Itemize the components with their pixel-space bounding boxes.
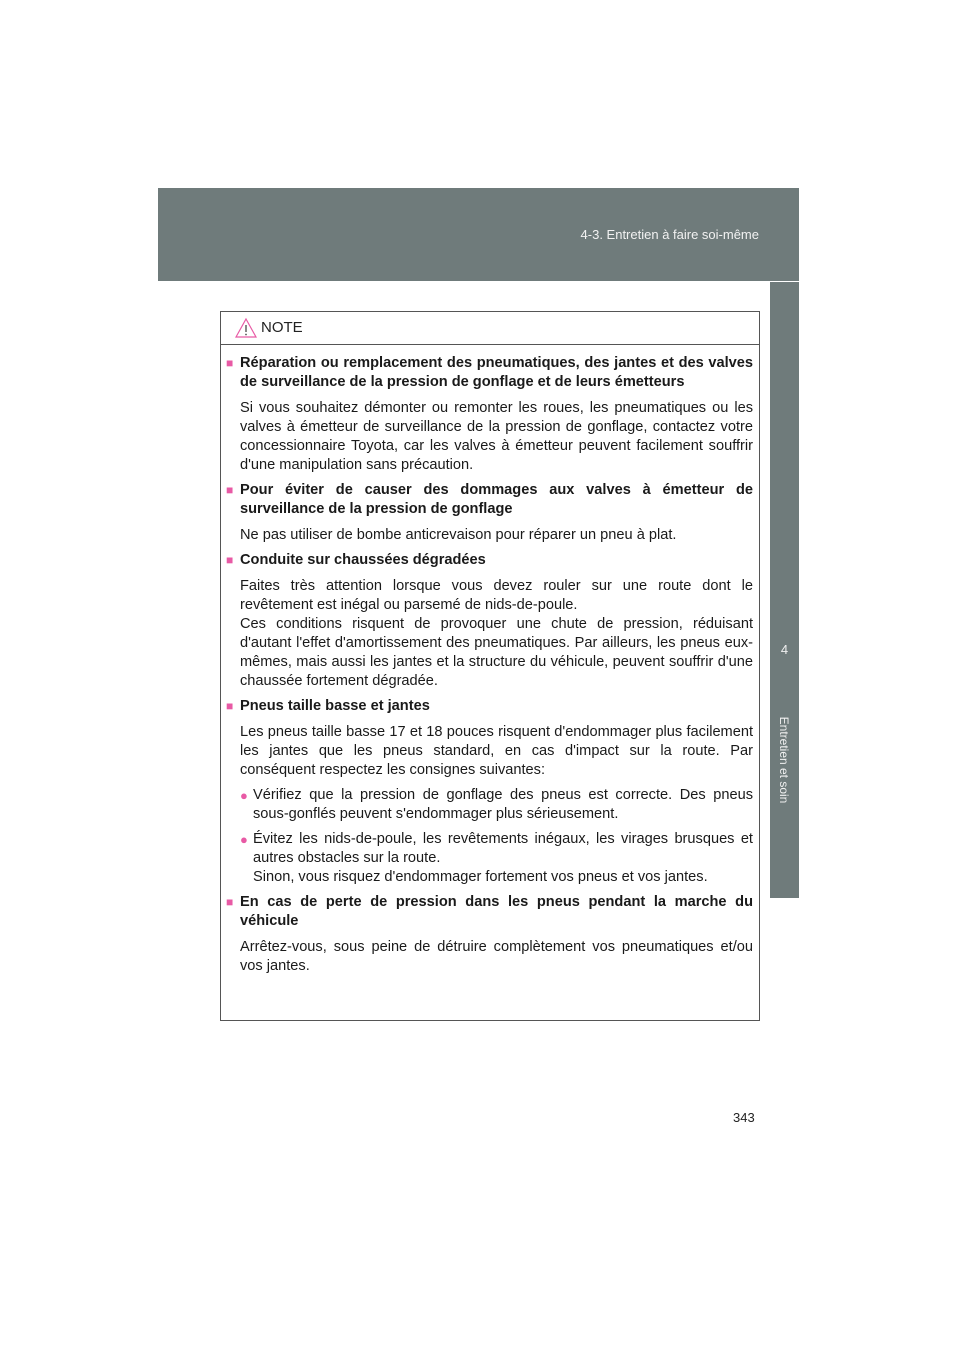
note-item-heading: ■ Pour éviter de causer des dommages aux valves à émetteur de surveillance de la pression de gonflage: [226, 482, 753, 517]
note-box: [220, 311, 760, 1021]
note-item-heading: ■ Conduite sur chaussées dégradées: [226, 552, 486, 568]
square-bullet-icon: ■: [226, 356, 234, 370]
square-bullet-icon: ■: [226, 483, 234, 497]
square-bullet-icon: ■: [226, 895, 234, 909]
note-subitem: ● Vérifiez que la pression de gonflage des pneus est correcte. Des pneus sous-gonflés peuvent s'endommager plus sérieusement.: [240, 787, 753, 822]
square-bullet-icon: ■: [226, 699, 234, 713]
note-subitem: ● Évitez les nids-de-poule, les revêtements inégaux, les virages brusques et autres obstacles sur la route. Sinon, vous risquez d'endommager fortement vos pneus et vos jantes.: [240, 831, 753, 885]
note-item-heading: ■ Réparation ou remplacement des pneumatiques, des jantes et des valves de surveillance de la pression de gonflage et de leurs émetteurs: [226, 355, 753, 390]
chapter-label: Entretien et soin: [777, 716, 791, 804]
section-title: 4-3. Entretien à faire soi-même: [580, 227, 759, 242]
note-paragraph: Arrêtez-vous, sous peine de détruire complètement vos pneumatiques et/ou vos jantes.: [240, 939, 753, 974]
note-header: [221, 312, 759, 345]
note-item-heading: ■ Pneus taille basse et jantes: [226, 698, 430, 714]
circle-bullet-icon: ●: [240, 788, 248, 803]
note-title: NOTE: [261, 319, 303, 336]
warning-icon: [235, 317, 257, 339]
note-paragraph: Ces conditions risquent de provoquer une chute de pression, réduisant d'autant l'effet d'amortissement des pneumatiques. Par ailleurs, les pneus eux-mêmes, mais aussi les jantes et la structure du véhicule, peuvent souffrir d'une chaussée fortement dégradée.: [240, 616, 753, 689]
chapter-number: 4: [780, 642, 789, 657]
note-paragraph: Les pneus taille basse 17 et 18 pouces risquent d'endommager plus facilement les jantes que les pneus standard, en cas d'impact sur la route. Par conséquent respectez les consignes suivantes:: [240, 724, 753, 778]
note-item-heading: ■ En cas de perte de pression dans les pneus pendant la marche du véhicule: [226, 894, 753, 929]
section-header: [158, 188, 799, 281]
note-paragraph: Faites très attention lorsque vous devez rouler sur une route dont le revêtement est inégal ou parsemé de nids-de-poule.: [240, 578, 753, 613]
note-body: [221, 345, 759, 976]
circle-bullet-icon: ●: [240, 832, 248, 847]
note-paragraph: Ne pas utiliser de bombe anticrevaison pour réparer un pneu à plat.: [240, 527, 677, 543]
square-bullet-icon: ■: [226, 553, 234, 567]
note-paragraph: Si vous souhaitez démonter ou remonter les roues, les pneumatiques ou les valves à émetteur de surveillance de la pression de gonflage, contactez votre concessionnaire Toyota, car les valves à émetteur peuvent facilement souffrir d'une manipulation sans précaution.: [240, 400, 753, 473]
page-number: 343: [733, 1110, 755, 1125]
chapter-tab-top: [770, 282, 799, 612]
